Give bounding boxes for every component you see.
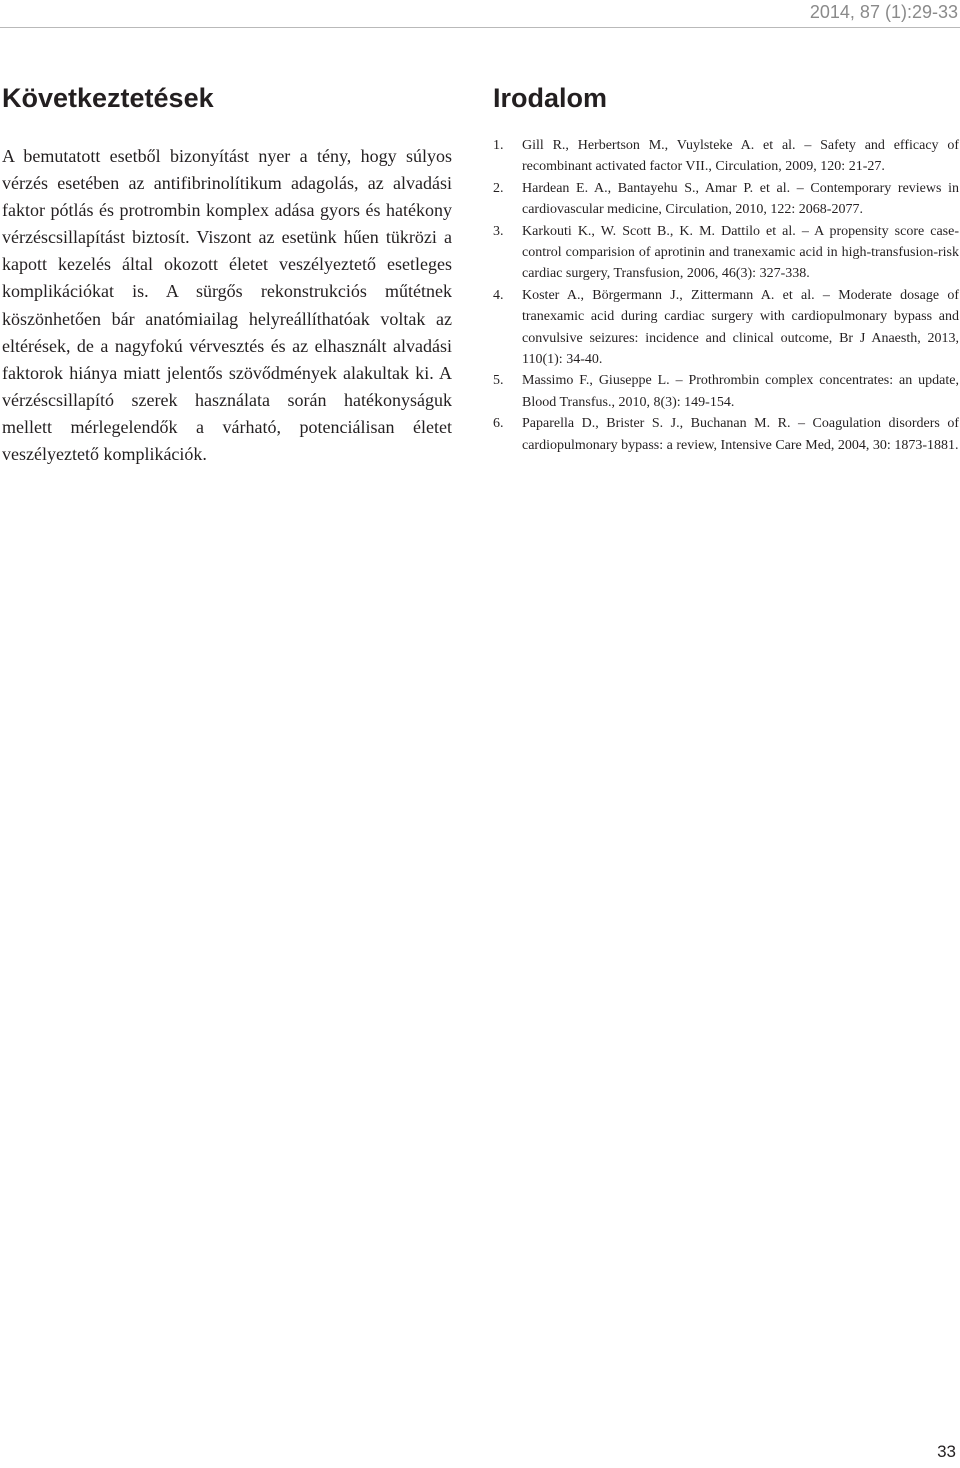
reference-item xyxy=(493,413,959,456)
reference-number: 6. xyxy=(493,416,504,432)
reference-text: Karkouti K., W. Scott B., K. M. Dattilo et al. – A propensity score case-control comparision of aprotinin and tranexamic acid in high-transfusion-risk cardiac surgery, Transfusion, 2006, 46(3): 327-338. xyxy=(522,223,959,282)
reference-item xyxy=(493,285,959,371)
reference-item xyxy=(493,135,959,178)
header-divider xyxy=(0,27,960,28)
reference-number: 4. xyxy=(493,287,504,303)
reference-text: Massimo F., Giuseppe L. – Prothrombin complex concentrates: an update, Blood Transfus., 2010, 8(3): 149-154. xyxy=(522,373,959,410)
reference-text: Hardean E. A., Bantayehu S., Amar P. et al. – Contemporary reviews in cardiovascular medicine, Circulation, 2010, 122: 2068-2077. xyxy=(522,180,959,218)
reference-item xyxy=(493,370,959,413)
reference-item xyxy=(493,221,959,285)
page-number: 33 xyxy=(937,1442,956,1461)
reference-item xyxy=(493,178,959,221)
reference-text: Gill R., Herbertson M., Vuylsteke A. et al. – Safety and efficacy of recombinant activated factor VII., Circulation, 2009, 120: 21-27. xyxy=(522,138,959,175)
reference-number: 3. xyxy=(493,223,504,239)
reference-text: Paparella D., Brister S. J., Buchanan M. R. – Coagulation disorders of cardiopulmonary bypass: a review, Intensive Care Med, 2004, 30: 1873-1881. xyxy=(522,416,959,453)
references-heading: Irodalom xyxy=(493,83,608,113)
reference-number: 2. xyxy=(493,180,504,196)
conclusions-heading: Következtetések xyxy=(2,83,214,113)
reference-list xyxy=(493,135,959,456)
reference-text: Koster A., Börgermann J., Zittermann A. et al. – Moderate dosage of tranexamic acid during cardiac surgery with cardiopulmonary bypass and convulsive seizures: incidence and clinical outcome, Br J Anaesth, 2013, 110(1): 34-40. xyxy=(522,287,959,368)
conclusions-paragraph: A bemutatott esetből bizonyítást nyer a tény, hogy súlyos vérzés esetében az antifibrinolítikum adagolás, az alvadási faktor pótlás és protrombin komplex adása gyors és hatékony vérzéscsillapítást biztosít. Viszont az esetünk hűen tükrözi a kapott kezelés által okozott életet veszélyeztető esetleges komplikációkat is. A sürgős rekonstrukciós műtétnek köszönhetően bár anatómiailag helyreállíthatóak voltak az eltérések, de a nagyfokú vérvesztés és az elhasznált alvadási faktorok hiánya miatt jelentős szövődmények alakultak ki. A vérzéscsillapító szerek használata során hatékonyságuk mellett mérlegelendők a várható, potenciálisan életet veszélyeztető komplikációk. xyxy=(2,146,452,465)
journal-citation: 2014, 87 (1):29-33 xyxy=(809,2,958,22)
reference-number: 1. xyxy=(493,138,504,153)
reference-number: 5. xyxy=(493,373,504,389)
